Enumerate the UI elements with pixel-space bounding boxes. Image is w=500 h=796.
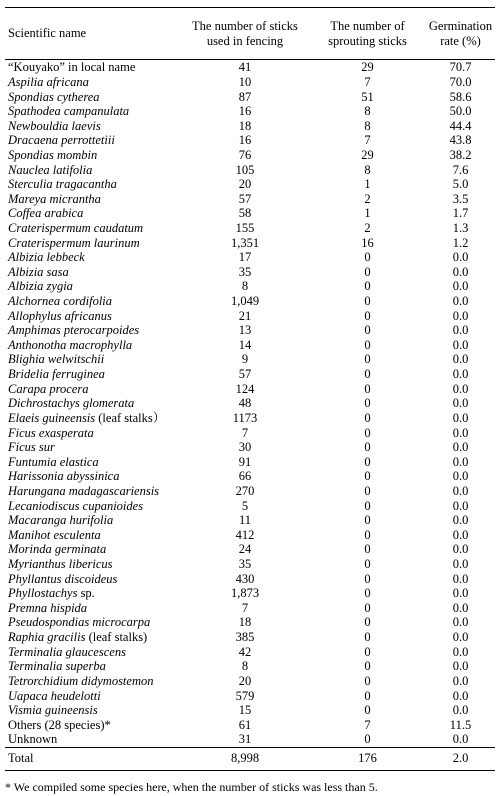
cell-sticks-used: 1,351: [230, 235, 260, 250]
cell-scientific-name: [5, 279, 181, 294]
cell-germination-rate: 0.0: [452, 279, 469, 294]
cell-germination-rate: 3.5: [452, 191, 469, 206]
cell-scientific-name: [5, 586, 181, 601]
total-label: Total: [8, 751, 34, 766]
germination-table-document: [5, 7, 495, 771]
cell-scientific-name: [5, 688, 181, 703]
species-name: Phyllostachys: [8, 586, 78, 601]
cell-sticks-used: 76: [238, 147, 252, 162]
cell-germination-rate: 0.0: [452, 410, 469, 425]
cell-sticks-used: 1,049: [230, 294, 260, 309]
header-scientific-name: Scientific name: [8, 26, 87, 40]
species-name: Harungana madagascariensis: [8, 483, 160, 498]
cell-germination-rate: 70.0: [449, 74, 472, 89]
cell-sticks-used: 14: [238, 337, 252, 352]
cell-scientific-name: [5, 513, 181, 528]
table-row: [5, 425, 495, 440]
cell-scientific-name: [5, 381, 181, 396]
species-name: Funtumia elastica: [8, 454, 99, 469]
cell-sprouting-sticks: 0: [364, 308, 371, 323]
cell-sprouting-sticks: 2: [364, 191, 371, 206]
species-name: Lecaniodiscus cupanioides: [8, 498, 144, 513]
cell-sprouting-sticks: 0: [364, 352, 371, 367]
species-name: Terminalia glaucescens: [8, 644, 126, 659]
cell-sticks-used: 87: [238, 89, 252, 104]
cell-sticks-used: 16: [238, 133, 252, 148]
table-row: [5, 557, 495, 572]
cell-scientific-name: [5, 454, 181, 469]
cell-germination-rate: 0.0: [452, 659, 469, 674]
species-name: Terminalia superba: [8, 659, 106, 674]
cell-sprouting-sticks: 0: [364, 586, 371, 601]
cell-germination-rate: 1.7: [452, 206, 469, 221]
cell-sticks-used: 35: [238, 557, 252, 572]
species-name: Morinda germinata: [8, 542, 107, 557]
cell-sprouting-sticks: 0: [364, 732, 371, 747]
cell-scientific-name: [5, 440, 181, 455]
header-germination-rate: Germination rate (%): [428, 18, 493, 48]
cell-scientific-name: [5, 484, 181, 499]
cell-scientific-name: [5, 367, 181, 382]
cell-sprouting-sticks: 0: [364, 483, 371, 498]
cell-germination-rate: 0.0: [452, 586, 469, 601]
cell-sprouting-sticks: 0: [364, 425, 371, 440]
cell-sticks-used: 11: [238, 513, 252, 528]
cell-scientific-name: [5, 104, 181, 119]
cell-sprouting-sticks: 0: [364, 396, 371, 411]
cell-scientific-name: [5, 206, 181, 221]
cell-sprouting-sticks: 2: [364, 221, 371, 235]
cell-germination-rate: 0.0: [452, 264, 469, 279]
table-row: [5, 601, 495, 616]
cell-sticks-used: 20: [238, 177, 252, 192]
species-name: Pseudospondias microcarpa: [8, 615, 151, 630]
cell-germination-rate: 0.0: [452, 673, 469, 688]
species-name-suffix: (leaf stalks): [85, 630, 148, 645]
table-row: [5, 104, 495, 119]
table-row: [5, 250, 495, 265]
species-name: Unknown: [8, 732, 58, 747]
cell-germination-rate: 0.0: [452, 294, 469, 309]
table-row: [5, 308, 495, 323]
cell-germination-rate: 0.0: [452, 498, 469, 513]
cell-germination-rate: 0.0: [452, 337, 469, 352]
species-name: Spathodea campanulata: [8, 104, 130, 119]
cell-scientific-name: [5, 717, 181, 732]
total-row: [5, 747, 495, 770]
table-row: [5, 528, 495, 543]
cell-sprouting-sticks: 0: [364, 264, 371, 279]
cell-scientific-name: [5, 601, 181, 616]
species-name: Coffea arabica: [8, 206, 84, 221]
cell-sprouting-sticks: 0: [364, 571, 371, 586]
table-row: [5, 338, 495, 353]
cell-sprouting-sticks: 0: [364, 703, 371, 718]
cell-scientific-name: [5, 644, 181, 659]
cell-scientific-name: [5, 191, 181, 206]
cell-sprouting-sticks: 16: [361, 235, 374, 250]
cell-sticks-used: 13: [238, 323, 252, 338]
cell-sprouting-sticks: 0: [364, 542, 371, 557]
cell-sprouting-sticks: 0: [364, 410, 371, 425]
cell-sprouting-sticks: 0: [364, 250, 371, 265]
cell-sticks-used: 412: [235, 527, 255, 542]
cell-germination-rate: 0.0: [452, 557, 469, 572]
species-name: Myrianthus libericus: [8, 557, 113, 572]
species-name: Macaranga hurifolia: [8, 513, 114, 528]
cell-sticks-used: 430: [235, 571, 255, 586]
table-row: [5, 717, 495, 732]
cell-sticks-used: 17: [238, 250, 252, 265]
cell-sprouting-sticks: 0: [364, 440, 371, 455]
cell-sticks-used: 57: [238, 191, 252, 206]
species-name: Dichrostachys glomerata: [8, 396, 135, 411]
table-row: [5, 191, 495, 206]
cell-sprouting-sticks: 8: [364, 118, 371, 133]
cell-germination-rate: 0.0: [452, 250, 469, 265]
table-row: [5, 513, 495, 528]
table-row: [5, 265, 495, 280]
cell-germination-rate: 0.0: [452, 513, 469, 528]
total-sprouting-sticks: 176: [358, 751, 377, 766]
cell-sticks-used: 385: [235, 630, 255, 645]
cell-sprouting-sticks: 8: [364, 104, 371, 119]
table-row: [5, 118, 495, 133]
species-name: Raphia gracilis: [8, 630, 86, 645]
cell-scientific-name: [5, 630, 181, 645]
table-row: [5, 732, 495, 747]
species-name: Elaeis guineensis: [8, 410, 96, 425]
cell-scientific-name: [5, 674, 181, 689]
cell-sprouting-sticks: 0: [364, 557, 371, 572]
species-name-suffix: (leaf stalks）: [95, 410, 166, 425]
cell-scientific-name: [5, 732, 181, 747]
table-row: [5, 206, 495, 221]
cell-sprouting-sticks: 0: [364, 367, 371, 382]
cell-sprouting-sticks: 7: [364, 717, 371, 732]
species-name: Spondias cytherea: [8, 89, 100, 104]
cell-germination-rate: 0.0: [452, 396, 469, 411]
cell-sticks-used: 20: [238, 673, 252, 688]
cell-scientific-name: [5, 352, 181, 367]
cell-germination-rate: 0.0: [452, 483, 469, 498]
cell-germination-rate: 43.8: [449, 133, 472, 148]
cell-scientific-name: [5, 659, 181, 674]
species-name: Albizia lebbeck: [8, 250, 85, 265]
cell-sticks-used: 15: [238, 703, 252, 718]
species-name: Carapa procera: [8, 381, 89, 396]
cell-germination-rate: 0.0: [452, 352, 469, 367]
table-row: [5, 644, 495, 659]
cell-germination-rate: 0.0: [452, 571, 469, 586]
cell-germination-rate: 0.0: [452, 703, 469, 718]
species-name: Manihot esculenta: [8, 527, 101, 542]
cell-sprouting-sticks: 0: [364, 659, 371, 674]
cell-germination-rate: 1.3: [452, 221, 469, 235]
table-row: [5, 469, 495, 484]
species-name: Albizia zygia: [8, 279, 73, 294]
cell-sprouting-sticks: 0: [364, 688, 371, 703]
cell-germination-rate: 5.0: [452, 177, 469, 192]
cell-sprouting-sticks: 0: [364, 498, 371, 513]
cell-scientific-name: [5, 703, 181, 718]
total-germination-rate: 2.0: [452, 751, 469, 766]
cell-scientific-name: [5, 557, 181, 572]
cell-scientific-name: [5, 338, 181, 353]
cell-sticks-used: 18: [238, 615, 252, 630]
cell-sprouting-sticks: 0: [364, 381, 371, 396]
cell-germination-rate: 0.0: [452, 527, 469, 542]
table-row: [5, 60, 495, 75]
cell-scientific-name: [5, 396, 181, 411]
cell-sprouting-sticks: 0: [364, 513, 371, 528]
cell-germination-rate: 0.0: [452, 440, 469, 455]
cell-scientific-name: [5, 425, 181, 440]
table-row: [5, 235, 495, 250]
cell-sticks-used: 7: [241, 425, 249, 440]
cell-sticks-used: 18: [238, 118, 252, 133]
table-row: [5, 659, 495, 674]
species-name: Sterculia tragacantha: [8, 177, 117, 192]
cell-sticks-used: 8: [241, 659, 249, 674]
cell-sprouting-sticks: 7: [364, 74, 371, 89]
species-name: Vismia guineensis: [8, 703, 98, 718]
cell-sticks-used: 1,873: [230, 586, 260, 601]
species-name: Harissonia abyssinica: [8, 469, 120, 484]
cell-scientific-name: [5, 148, 181, 163]
cell-germination-rate: 58.6: [449, 89, 472, 104]
table-row: [5, 381, 495, 396]
cell-germination-rate: 0.0: [452, 732, 469, 747]
species-name: Spondias mombin: [8, 147, 98, 162]
cell-sprouting-sticks: 1: [364, 206, 371, 221]
cell-scientific-name: [5, 528, 181, 543]
table-row: [5, 630, 495, 645]
cell-sprouting-sticks: 0: [364, 673, 371, 688]
table-row: [5, 484, 495, 499]
cell-sprouting-sticks: 0: [364, 527, 371, 542]
species-name: Others (28 species)*: [8, 717, 111, 732]
cell-scientific-name: [5, 411, 181, 426]
cell-germination-rate: 1.2: [452, 235, 469, 250]
cell-sticks-used: 48: [238, 396, 252, 411]
cell-sticks-used: 66: [238, 469, 252, 484]
species-name: Tetrorchidium didymostemon: [8, 673, 154, 688]
cell-sticks-used: 35: [238, 264, 252, 279]
cell-germination-rate: 0.0: [452, 644, 469, 659]
table-row: [5, 294, 495, 309]
cell-scientific-name: [5, 571, 181, 586]
cell-germination-rate: 0.0: [452, 469, 469, 484]
cell-scientific-name: [5, 323, 181, 338]
table-header-row: [5, 8, 495, 60]
cell-germination-rate: 0.0: [452, 323, 469, 338]
species-name: Uapaca heudelotti: [8, 688, 101, 703]
cell-sticks-used: 124: [235, 381, 255, 396]
species-name: Mareya micrantha: [8, 191, 101, 206]
cell-sticks-used: 21: [238, 308, 252, 323]
cell-germination-rate: 38.2: [449, 147, 472, 162]
cell-sticks-used: 57: [238, 367, 252, 382]
species-name: Newbouldia laevis: [8, 118, 101, 133]
species-name: Dracaena perrottetiii: [8, 133, 115, 148]
cell-sticks-used: 24: [238, 542, 252, 557]
species-name: Craterispermum caudatum: [8, 221, 144, 235]
species-name: Alchornea cordifolia: [8, 294, 113, 309]
cell-germination-rate: 0.0: [452, 600, 469, 615]
cell-germination-rate: 0.0: [452, 381, 469, 396]
table-row: [5, 542, 495, 557]
table-row: [5, 411, 495, 426]
cell-scientific-name: [5, 60, 181, 75]
table-row: [5, 221, 495, 236]
species-name: Bridelia ferruginea: [8, 367, 105, 382]
cell-sprouting-sticks: 0: [364, 294, 371, 309]
cell-sticks-used: 61: [238, 717, 252, 732]
cell-sticks-used: 42: [238, 644, 252, 659]
species-name-suffix: sp.: [77, 586, 95, 601]
table-row: [5, 454, 495, 469]
table-row: [5, 148, 495, 163]
header-sprouting-sticks: The number of sprouting sticks: [328, 18, 407, 48]
cell-sticks-used: 30: [238, 440, 252, 455]
table-body: [5, 60, 495, 748]
cell-sticks-used: 10: [238, 74, 252, 89]
cell-germination-rate: 0.0: [452, 308, 469, 323]
cell-scientific-name: [5, 498, 181, 513]
table-row: [5, 674, 495, 689]
cell-scientific-name: [5, 542, 181, 557]
cell-scientific-name: [5, 235, 181, 250]
table-row: [5, 396, 495, 411]
cell-scientific-name: [5, 469, 181, 484]
cell-sticks-used: 270: [235, 483, 255, 498]
cell-germination-rate: 70.7: [449, 60, 472, 75]
cell-sticks-used: 579: [235, 688, 255, 703]
table-row: [5, 703, 495, 718]
table-footnote: * We compiled some species here, when the number of sticks was less than 5.: [5, 780, 378, 794]
cell-sticks-used: 16: [238, 104, 252, 119]
cell-sprouting-sticks: 0: [364, 469, 371, 484]
species-name: Blighia welwitschii: [8, 352, 105, 367]
cell-scientific-name: [5, 615, 181, 630]
species-name: Albizia sasa: [8, 264, 69, 279]
cell-sticks-used: 8: [241, 279, 249, 294]
cell-germination-rate: 7.6: [452, 162, 469, 177]
cell-sticks-used: 91: [238, 454, 252, 469]
cell-germination-rate: 0.0: [452, 630, 469, 645]
cell-scientific-name: [5, 162, 181, 177]
cell-scientific-name: [5, 89, 181, 104]
table-row: [5, 75, 495, 90]
cell-sticks-used: 1173: [232, 410, 258, 425]
cell-sprouting-sticks: 0: [364, 644, 371, 659]
cell-sprouting-sticks: 51: [361, 89, 374, 104]
cell-germination-rate: 44.4: [449, 118, 472, 133]
cell-sprouting-sticks: 7: [364, 133, 371, 148]
cell-scientific-name: [5, 133, 181, 148]
species-name: Premna hispida: [8, 600, 88, 615]
table-row: [5, 440, 495, 455]
cell-scientific-name: [5, 294, 181, 309]
total-sticks-used: 8,998: [230, 751, 260, 766]
cell-sticks-used: 5: [241, 498, 249, 513]
species-name: Phyllantus discoideus: [8, 571, 118, 586]
header-sticks-used: The number of sticks used in fencing: [192, 18, 298, 48]
table-row: [5, 177, 495, 192]
cell-scientific-name: [5, 118, 181, 133]
species-name: Nauclea latifolia: [8, 162, 93, 177]
table-row: [5, 615, 495, 630]
table-row: [5, 571, 495, 586]
cell-sprouting-sticks: 0: [364, 454, 371, 469]
cell-sticks-used: 105: [235, 162, 255, 177]
cell-scientific-name: [5, 250, 181, 265]
cell-sprouting-sticks: 0: [364, 630, 371, 645]
cell-germination-rate: 0.0: [452, 542, 469, 557]
cell-germination-rate: 0.0: [452, 367, 469, 382]
cell-sticks-used: 58: [238, 206, 252, 221]
cell-germination-rate: 0.0: [452, 425, 469, 440]
cell-sprouting-sticks: 0: [364, 323, 371, 338]
cell-sticks-used: 41: [238, 60, 252, 75]
cell-germination-rate: 0.0: [452, 688, 469, 703]
table-row: [5, 352, 495, 367]
species-name: Allophylus africanus: [8, 308, 112, 323]
table-row: [5, 688, 495, 703]
table-row: [5, 586, 495, 601]
cell-scientific-name: [5, 177, 181, 192]
table-row: [5, 367, 495, 382]
cell-sprouting-sticks: 0: [364, 279, 371, 294]
table-row: [5, 133, 495, 148]
species-name: Anthonotha macrophylla: [8, 337, 133, 352]
cell-scientific-name: [5, 75, 181, 90]
table-row: [5, 89, 495, 104]
table-row: [5, 279, 495, 294]
species-name: “Kouyako” in local name: [8, 60, 136, 75]
cell-sprouting-sticks: 29: [361, 60, 374, 75]
cell-germination-rate: 0.0: [452, 615, 469, 630]
cell-sprouting-sticks: 1: [364, 177, 371, 192]
cell-germination-rate: 0.0: [452, 454, 469, 469]
species-name: Amphimas pterocarpoides: [8, 323, 140, 338]
species-name: Ficus exasperata: [8, 425, 94, 440]
cell-scientific-name: [5, 308, 181, 323]
table-row: [5, 323, 495, 338]
cell-sprouting-sticks: 0: [364, 337, 371, 352]
cell-sprouting-sticks: 8: [364, 162, 371, 177]
germination-table: [5, 7, 495, 771]
cell-scientific-name: [5, 221, 181, 236]
cell-germination-rate: 50.0: [449, 104, 472, 119]
cell-sticks-used: 7: [241, 600, 249, 615]
cell-germination-rate: 11.5: [449, 717, 472, 732]
species-name: Craterispermum laurinum: [8, 235, 140, 250]
cell-sprouting-sticks: 29: [361, 147, 374, 162]
cell-sticks-used: 9: [241, 352, 249, 367]
cell-sprouting-sticks: 0: [364, 600, 371, 615]
cell-sticks-used: 31: [238, 732, 252, 747]
cell-scientific-name: [5, 265, 181, 280]
table-row: [5, 498, 495, 513]
table-row: [5, 162, 495, 177]
species-name: Aspilia africana: [8, 74, 89, 89]
cell-sprouting-sticks: 0: [364, 615, 371, 630]
species-name: Ficus sur: [8, 440, 55, 455]
cell-sticks-used: 155: [235, 221, 255, 235]
